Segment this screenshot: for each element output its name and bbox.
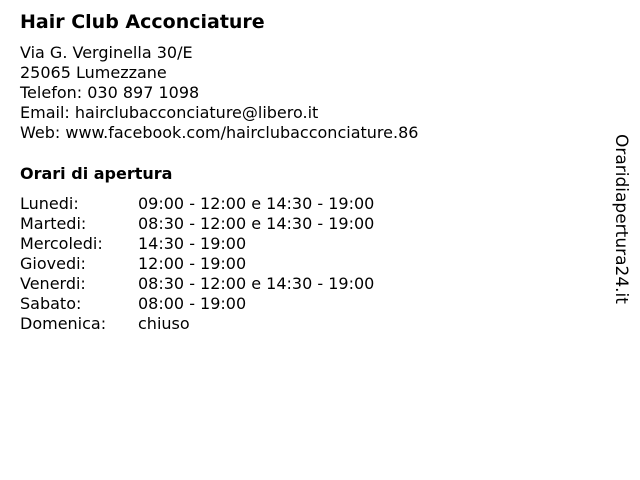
hours-row <box>20 294 374 314</box>
phone-line: Telefon: 030 897 1098 <box>20 83 200 102</box>
hours-row <box>20 234 374 254</box>
hours-day: Sabato: <box>20 294 82 313</box>
hours-row <box>20 314 374 334</box>
hours-day: Venerdi: <box>20 274 86 293</box>
hours-day: Martedi: <box>20 214 87 233</box>
hours-time: 08:30 - 12:00 e 14:30 - 19:00 <box>138 214 375 233</box>
hours-time: 08:30 - 12:00 e 14:30 - 19:00 <box>138 274 375 293</box>
address-line-1: Via G. Verginella 30/E <box>20 43 193 62</box>
hours-time: chiuso <box>138 314 190 333</box>
opening-hours-table <box>20 194 374 334</box>
hours-day: Mercoledi: <box>20 234 103 253</box>
opening-hours-heading: Orari di apertura <box>20 164 173 183</box>
watermark-text: Oraridiapertura24.it <box>611 134 631 304</box>
hours-day: Domenica: <box>20 314 107 333</box>
email-line: Email: hairclubacconciature@libero.it <box>20 103 319 122</box>
hours-time: 09:00 - 12:00 e 14:30 - 19:00 <box>138 194 375 213</box>
hours-time: 08:00 - 19:00 <box>138 294 247 313</box>
hours-day: Lunedi: <box>20 194 79 213</box>
hours-row <box>20 274 374 294</box>
hours-time: 12:00 - 19:00 <box>138 254 247 273</box>
business-name: Hair Club Acconciature <box>20 11 265 33</box>
web-line: Web: www.facebook.com/hairclubacconciature.86 <box>20 123 419 142</box>
hours-row <box>20 214 374 234</box>
business-info <box>20 43 418 143</box>
hours-time: 14:30 - 19:00 <box>138 234 247 253</box>
hours-row <box>20 194 374 214</box>
hours-day: Giovedi: <box>20 254 86 273</box>
site-watermark <box>612 134 632 309</box>
hours-row <box>20 254 374 274</box>
address-line-2: 25065 Lumezzane <box>20 63 167 82</box>
